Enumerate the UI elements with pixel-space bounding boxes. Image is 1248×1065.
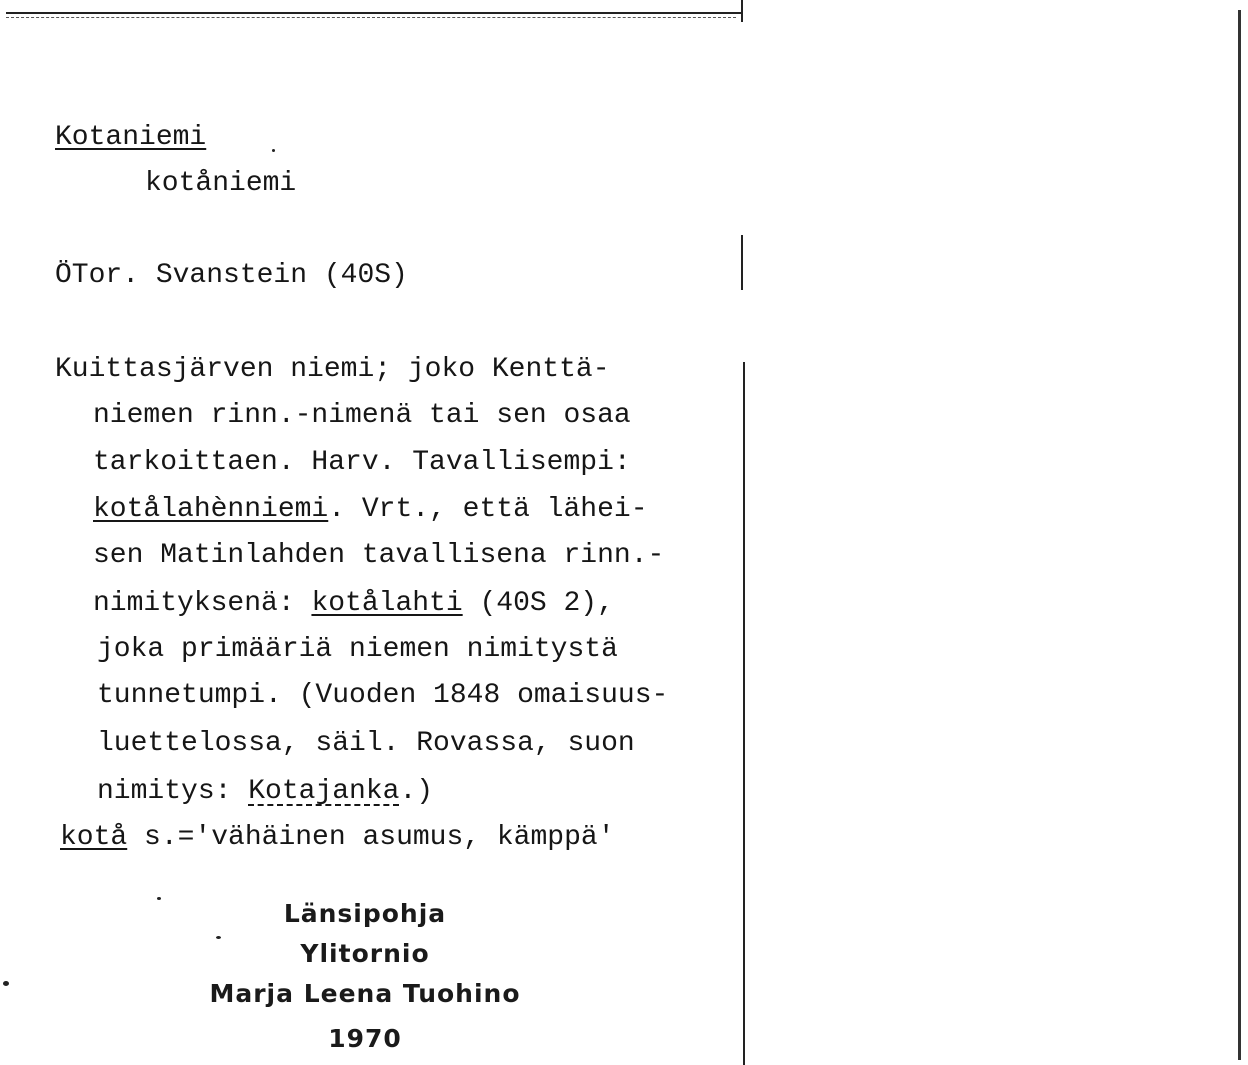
description-text: luettelossa, säil. Rovassa, suon (97, 728, 635, 759)
card-edge-line-lower (743, 362, 745, 1065)
description-line (97, 680, 668, 712)
description-text: niemen rinn.-nimenä tai sen osaa (93, 400, 631, 431)
description-line (93, 588, 614, 620)
description-line (97, 634, 618, 666)
stamp-collector: Marja Leena Tuohino (209, 979, 521, 1008)
underlined-term: kotålahènniemi (93, 494, 329, 525)
description-line (93, 494, 648, 526)
top-corner-tick (741, 0, 743, 22)
description-line (97, 728, 635, 760)
description-text: nimitys: (97, 776, 249, 807)
headword: Kotaniemi (55, 122, 207, 153)
underlined-term: Kotajanka (248, 776, 400, 807)
description-text: . Vrt., että lähei- (328, 494, 648, 525)
etymology-definition: s.='vähäinen asumus, kämppä' (127, 822, 615, 853)
description-text: (40S 2), (462, 588, 614, 619)
description-text: nimityksenä: (93, 588, 312, 619)
pronunciation: kotåniemi (145, 168, 297, 199)
description-text: joka primääriä niemen nimitystä (97, 634, 618, 665)
scan-speck (272, 149, 275, 152)
stamp-year: 1970 (328, 1024, 402, 1053)
top-dashed-line (6, 17, 736, 18)
description-line (93, 400, 631, 432)
description-text: Kuittasjärven niemi; joko Kenttä- (55, 354, 610, 385)
description-line (93, 447, 631, 479)
description-text: tunnetumpi. (Vuoden 1848 omaisuus- (97, 680, 669, 711)
scan-right-edge (1238, 10, 1241, 1060)
stamp-region: Länsipohja (283, 899, 447, 928)
description-text: .) (399, 776, 434, 807)
top-border-line (6, 12, 742, 14)
description-line (93, 540, 664, 572)
card-edge-line-upper (741, 235, 743, 290)
underlined-term: kotålahti (311, 588, 463, 619)
stamp-parish: Ylitornio (300, 939, 430, 968)
description-line (97, 776, 433, 808)
description-text: sen Matinlahden tavallisena rinn.- (93, 540, 665, 571)
description-line (55, 354, 610, 386)
description-text: tarkoittaen. Harv. Tavallisempi: (93, 447, 631, 478)
location-line: ÖTor. Svanstein (40S) (55, 260, 408, 291)
etymology-word: kotå (60, 822, 128, 853)
etymology-line (60, 822, 615, 854)
scan-speck (3, 981, 9, 986)
